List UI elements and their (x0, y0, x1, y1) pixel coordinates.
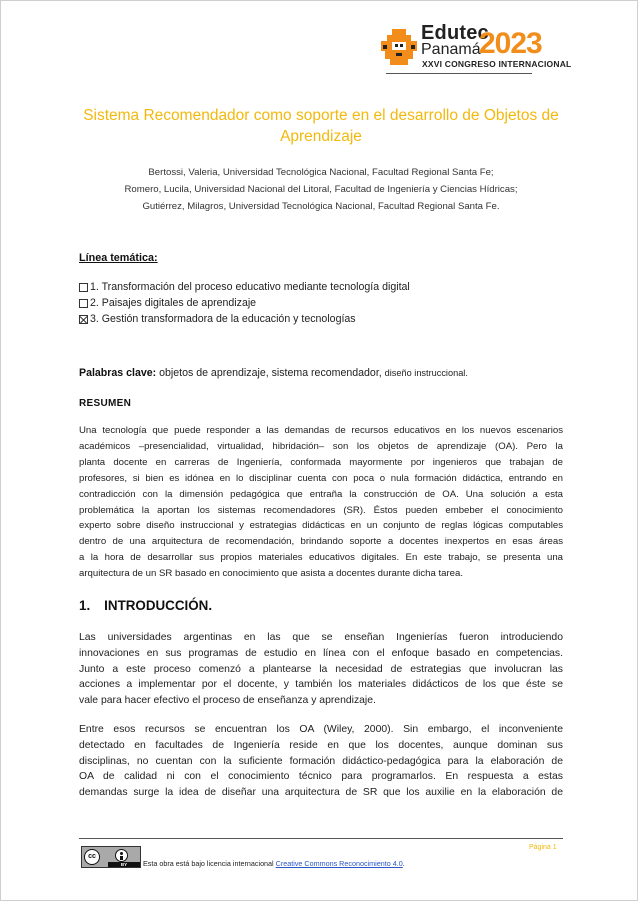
theme-option (79, 311, 410, 327)
checkbox-unchecked-icon (79, 283, 88, 292)
abstract-line: problemática la aportan los sistemas recomendadores (SR). Éstos pueden embeber el conocimiento (79, 504, 563, 516)
edutec-logo (375, 19, 572, 75)
author-entry: Gutiérrez, Milagros, Universidad Tecnológica Nacional, Facultad Regional Santa Fe. (142, 201, 500, 212)
body-line: innovaciones en sus programas de estudio en línea con el enfoque basado en competencias. (79, 647, 563, 659)
body-line: OA de calidad ni con el conocimiento técnico para programarlos. En respuesta a estas (79, 771, 563, 783)
author-list (71, 164, 571, 215)
attribution-person-icon (115, 849, 128, 862)
body-line: acciones a implementar por el docente, y también los materiales didácticos de los que éste se (79, 679, 563, 691)
checkbox-checked-icon (79, 315, 88, 324)
author-entry: Bertossi, Valeria, Universidad Tecnológica Nacional, Facultad Regional Santa Fe; (148, 167, 494, 178)
theme-option-label: 3. Gestión transformadora de la educación y tecnologías (90, 313, 356, 325)
body-line: demandas surge la idea de diseñar una arquitectura de SR que los auxilie en la elaboración de (79, 787, 563, 799)
abstract-line: dentro de una arquitectura de recomendación, brindando soporte a docentes inexpertos en esas áreas (79, 536, 563, 548)
abstract-line: arquitectura de un SR basado en conocimiento que asista a docentes durante dicha tarea. (79, 568, 464, 580)
title-line-1: Sistema Recomendador como soporte en el desarrollo de Objetos de (83, 107, 559, 124)
body-line: Entre esos recursos se encuentran los OA (Wiley, 2000). Sin embargo, el inconveniente (79, 724, 563, 735)
keywords (79, 367, 468, 379)
logo-subtitle: XXVI CONGRESO INTERNACIONAL (422, 59, 572, 69)
linea-tematica-label: Línea temática: (79, 252, 158, 264)
license-notice (143, 859, 405, 868)
abstract-line: profesores, si bien es idónea en lo disciplinar cuenta con poca o nula formación didáctica, entrando en (79, 472, 563, 484)
logo-title: Edutec (421, 22, 489, 44)
page-number: Página 1 (529, 844, 557, 851)
linea-tematica-options (79, 279, 410, 327)
abstract-line: contradicción con la dimensión pedagógica que entraña la construcción de OA. Una solución a esta (79, 488, 563, 500)
keywords-label: Palabras clave: (79, 367, 157, 379)
theme-option-label: 1. Transformación del proceso educativo mediante tecnología digital (90, 281, 410, 293)
keywords-text-small: diseño instruccional. (384, 368, 468, 378)
checkbox-unchecked-icon (79, 299, 88, 308)
header-divider (386, 73, 532, 74)
body-line: Junto a este proceso comenzó a plantearse la necesidad de estrategias que involucran las (79, 663, 563, 675)
license-suffix: . (402, 859, 405, 868)
abstract-line: experto sobre diseño instruccional y estrategias didácticas en un conjunto de reglas lógicas computables (79, 520, 563, 532)
section-number: 1. (79, 598, 91, 613)
body-line: detectado en facultades de Ingeniería reside en que los docentes, aunque dominan sus (79, 739, 563, 751)
license-prefix: Esta obra está bajo licencia internacional (143, 859, 276, 868)
section-heading-introduccion (79, 598, 212, 613)
theme-option (79, 279, 410, 295)
by-label: BY (108, 862, 140, 867)
abstract-line: Una tecnología que puede responder a las demandas de recursos educativos en los nuevos escenarios (79, 425, 563, 436)
keywords-text: objetos de aprendizaje, sistema recomendador, (156, 367, 385, 379)
body-line: Las universidades argentinas en las que se enseñan Ingenierías fueron introduciendo (79, 632, 563, 643)
intro-paragraph-2 (79, 722, 563, 801)
paper-title (71, 105, 571, 147)
theme-option (79, 295, 410, 311)
abstract-paragraph (79, 423, 563, 582)
mayan-emblem-icon (379, 27, 419, 67)
resumen-heading: RESUMEN (79, 398, 132, 409)
cc-by-license-badge[interactable] (81, 846, 141, 868)
logo-year: 2023 (479, 27, 542, 60)
logo-country: Panamá (421, 41, 481, 58)
section-title: INTRODUCCIÓN. (104, 598, 213, 613)
title-line-2: Aprendizaje (280, 128, 362, 145)
license-link[interactable]: Creative Commons Reconocimiento 4.0 (275, 859, 403, 868)
cc-icon: cc (84, 849, 100, 865)
body-line: disciplinas, no cuentan con la suficiente formación didáctico-pedagógica para la elaboración de (79, 755, 563, 767)
intro-paragraph-1 (79, 630, 563, 709)
abstract-line: a la hora de desarrollar sus propios materiales educativos digitales. En este trabajo, se presenta una (79, 552, 563, 564)
author-entry: Romero, Lucila, Universidad Nacional del Litoral, Facultad de Ingeniería y Ciencias Hídricas; (124, 184, 518, 195)
footer-divider (79, 838, 563, 839)
theme-option-label: 2. Paisajes digitales de aprendizaje (90, 297, 257, 309)
abstract-line: planta docente en carreras de Ingeniería, conformada mayormente por ingenieros que trabajan de (79, 456, 563, 468)
body-line: vale para hacer efectivo el proceso de enseñanza y aprendizaje. (79, 695, 376, 707)
abstract-line: académicos –presencialidad, virtualidad, hibridación– son los objetos de aprendizaje (OA). Pero la (79, 440, 563, 452)
